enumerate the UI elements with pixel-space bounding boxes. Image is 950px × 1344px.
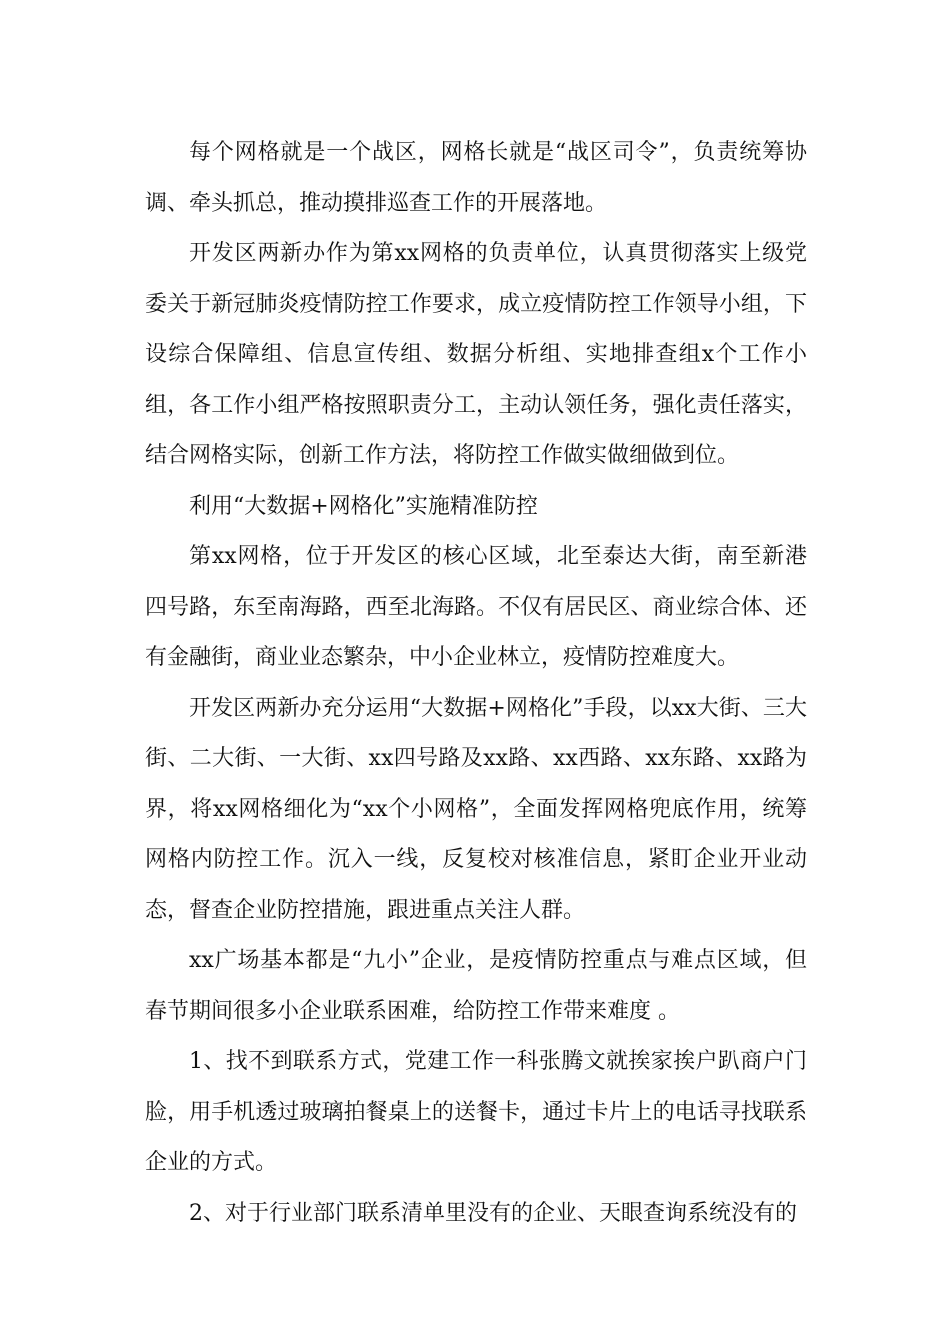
paragraph: 2、对于行业部门联系清单里没有的企业、天眼查询系统没有的 (189, 1200, 797, 1226)
paragraph: 开发区两新办充分运用“大数据+网格化”手段，以xx大街、三大街、二大街、一大街、xx四号路及xx路、xx西路、xx东路、xx路为界，将xx网格细化为“xx个小网格”，全面发挥网格兜底作用，统筹网格内防控工作。沉入一线，反复校对核准信息，紧盯企业开业动态，督查企业防控措施，跟进重点关注人群。 (145, 695, 807, 923)
paragraph: xx广场基本都是“九小”企业，是疫情防控重点与难点区域，但春节期间很多小企业联系困难，给防控工作带来难度 。 (145, 948, 807, 1024)
paragraph: 开发区两新办作为第xx网格的负责单位，认真贯彻落实上级党委关于新冠肺炎疫情防控工作要求，成立疫情防控工作领导小组，下设综合保障组、信息宣传组、数据分析组、实地排查组x个工作小组，各工作小组严格按照职责分工，主动认领任务，强化责任落实，结合网格实际，创新工作方法，将防控工作做实做细做到位。 (145, 241, 807, 468)
section-heading: 利用“大数据+网格化”实施精准防控 (189, 493, 538, 519)
paragraph: 每个网格就是一个战区，网格长就是“战区司令”，负责统筹协调、牵头抓总，推动摸排巡查工作的开展落地。 (145, 140, 807, 216)
document-body (145, 128, 807, 1239)
paragraph: 第xx网格，位于开发区的核心区域，北至泰达大街，南至新港四号路，东至南海路，西至北海路。不仅有居民区、商业综合体、还有金融街，商业业态繁杂，中小企业林立，疫情防控难度大。 (145, 544, 807, 670)
paragraph: 1、找不到联系方式，党建工作一科张腾文就挨家挨户趴商户门脸，用手机透过玻璃拍餐桌上的送餐卡，通过卡片上的电话寻找联系企业的方式。 (145, 1049, 807, 1175)
